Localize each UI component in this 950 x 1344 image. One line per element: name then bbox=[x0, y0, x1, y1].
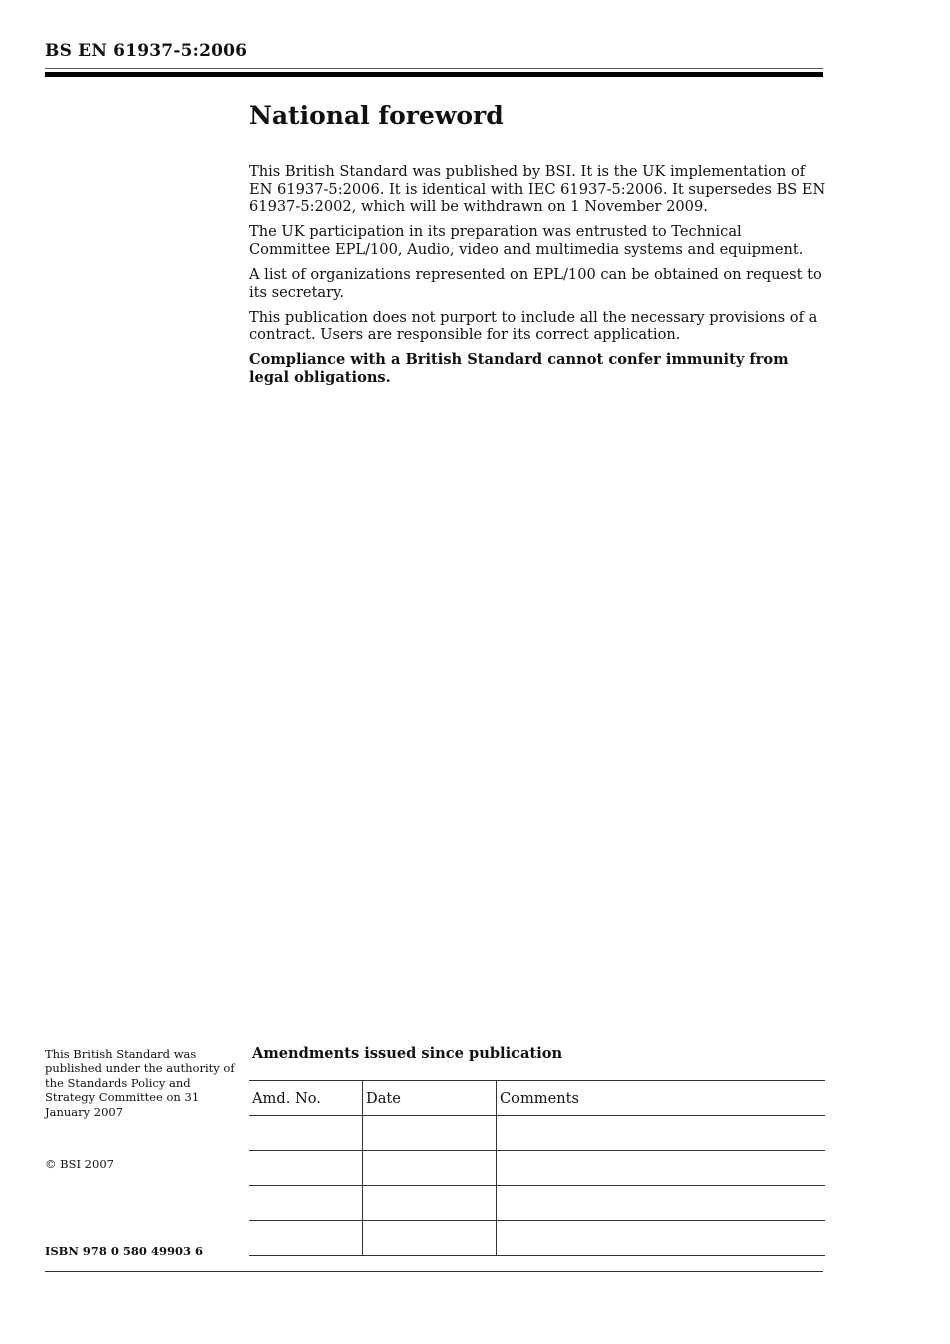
table-row bbox=[249, 1221, 825, 1256]
table-cell bbox=[249, 1116, 363, 1151]
table-cell bbox=[363, 1186, 497, 1221]
table-cell bbox=[497, 1221, 826, 1256]
copyright-notice: © BSI 2007 bbox=[45, 1157, 114, 1171]
table-row bbox=[249, 1151, 825, 1186]
paragraph-disclaimer: This publication does not purport to include all the necessary provisions of a contract. Users are responsible for its correct application. bbox=[249, 308, 818, 344]
document-identifier: BS EN 61937-5:2006 bbox=[45, 41, 248, 61]
header-thick-rule bbox=[45, 72, 823, 77]
table-cell bbox=[363, 1151, 497, 1186]
table-cell bbox=[249, 1221, 363, 1256]
footer-rule bbox=[45, 1271, 823, 1272]
table-cell bbox=[363, 1221, 497, 1256]
table-cell bbox=[249, 1151, 363, 1186]
header-thin-rule bbox=[45, 68, 823, 69]
table-row bbox=[249, 1186, 825, 1221]
paragraph-compliance: Compliance with a British Standard cannot confer immunity from legal obligations. bbox=[249, 351, 789, 386]
paragraph-organizations: A list of organizations represented on EPL/100 can be obtained on request to its secretary. bbox=[249, 265, 822, 301]
paragraph-participation: The UK participation in its preparation was entrusted to Technical Committee EPL/100, Audio, video and multimedia systems and equipment. bbox=[249, 223, 804, 258]
amendments-table bbox=[249, 1080, 825, 1256]
table-cell bbox=[497, 1116, 826, 1151]
table-row bbox=[249, 1116, 825, 1151]
isbn-number: ISBN 978 0 580 49903 6 bbox=[45, 1244, 203, 1258]
table-cell bbox=[497, 1151, 826, 1186]
paragraph-publication: This British Standard was published by BSI. It is the UK implementation of EN 61937-5:2006. It is identical with IEC 61937-5:2006. It supersedes BS EN 61937-5:2002, which will be withdrawn on 1 November 2009. bbox=[249, 163, 826, 216]
foreword-body bbox=[249, 163, 827, 394]
page-title: National foreword bbox=[249, 101, 504, 130]
column-header-date: Date bbox=[363, 1081, 497, 1116]
column-header-amd-no: Amd. No. bbox=[249, 1081, 363, 1116]
table-cell bbox=[249, 1186, 363, 1221]
table-header-row bbox=[249, 1081, 825, 1116]
publication-note: This British Standard was published under the authority of the Standards Policy and Strategy Committee on 31 January 2007 bbox=[45, 1047, 235, 1119]
table-cell bbox=[363, 1116, 497, 1151]
column-header-comments: Comments bbox=[497, 1081, 826, 1116]
amendments-title: Amendments issued since publication bbox=[252, 1045, 563, 1062]
table-cell bbox=[497, 1186, 826, 1221]
